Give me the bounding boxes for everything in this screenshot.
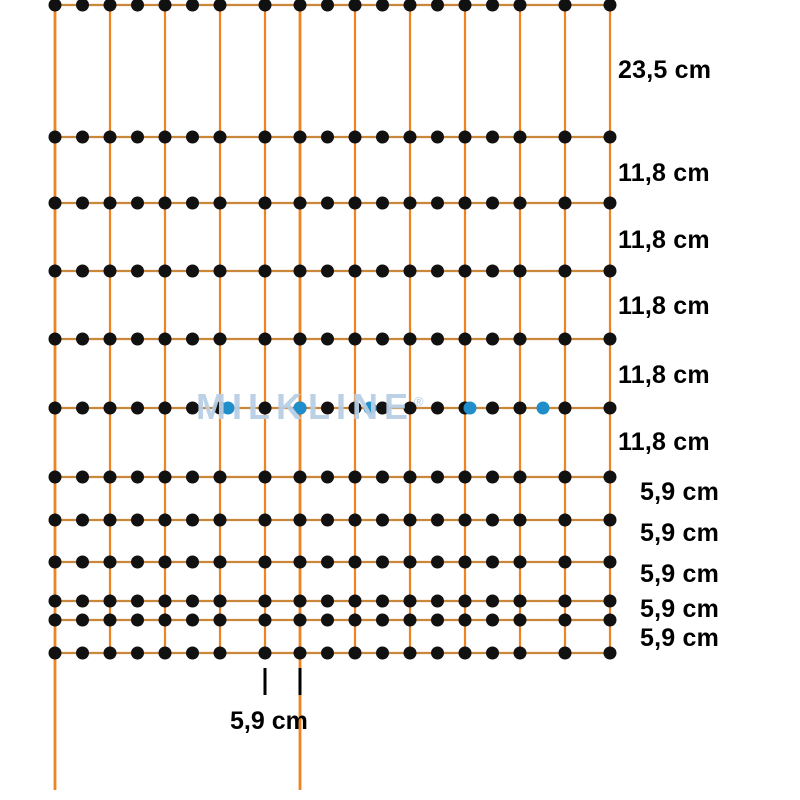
grid-node bbox=[131, 614, 144, 627]
grid-node bbox=[604, 402, 617, 415]
grid-node bbox=[559, 402, 572, 415]
grid-node bbox=[214, 333, 227, 346]
grid-node bbox=[459, 614, 472, 627]
grid-node bbox=[186, 265, 199, 278]
grid-node bbox=[321, 0, 334, 12]
grid-node bbox=[486, 197, 499, 210]
grid-node bbox=[76, 197, 89, 210]
grid-node bbox=[486, 595, 499, 608]
grid-node bbox=[294, 131, 307, 144]
grid-node bbox=[131, 647, 144, 660]
grid-node bbox=[349, 197, 362, 210]
grid-node bbox=[321, 402, 334, 415]
grid-node bbox=[131, 265, 144, 278]
grid-node bbox=[604, 556, 617, 569]
grid-node bbox=[514, 333, 527, 346]
grid-node bbox=[559, 471, 572, 484]
grid-node bbox=[431, 514, 444, 527]
grid-node bbox=[514, 595, 527, 608]
grid-node bbox=[559, 333, 572, 346]
grid-node bbox=[159, 514, 172, 527]
grid-node bbox=[321, 647, 334, 660]
grid-node bbox=[604, 333, 617, 346]
grid-node bbox=[376, 131, 389, 144]
grid-node bbox=[376, 265, 389, 278]
grid-node bbox=[131, 471, 144, 484]
grid-node bbox=[376, 595, 389, 608]
highlight-node bbox=[464, 402, 477, 415]
grid-node bbox=[131, 0, 144, 12]
grid-node bbox=[131, 402, 144, 415]
grid-node bbox=[459, 0, 472, 12]
grid-node bbox=[321, 514, 334, 527]
grid-node bbox=[604, 514, 617, 527]
grid-node bbox=[514, 471, 527, 484]
grid-node bbox=[604, 614, 617, 627]
grid-node bbox=[131, 197, 144, 210]
grid-node bbox=[294, 471, 307, 484]
grid-node bbox=[259, 131, 272, 144]
grid-node bbox=[459, 471, 472, 484]
grid-node bbox=[431, 333, 444, 346]
grid-node bbox=[186, 647, 199, 660]
grid-node bbox=[214, 514, 227, 527]
grid-node bbox=[214, 265, 227, 278]
grid-node bbox=[214, 197, 227, 210]
grid-node bbox=[294, 514, 307, 527]
grid-node bbox=[159, 647, 172, 660]
grid-node bbox=[404, 131, 417, 144]
grid-node bbox=[186, 0, 199, 12]
grid-node bbox=[559, 197, 572, 210]
grid-node bbox=[259, 647, 272, 660]
grid-node bbox=[49, 197, 62, 210]
grid-node bbox=[404, 402, 417, 415]
grid-node bbox=[514, 197, 527, 210]
grid-node bbox=[431, 265, 444, 278]
grid-node bbox=[104, 471, 117, 484]
grid-node bbox=[376, 402, 389, 415]
grid-node bbox=[349, 514, 362, 527]
grid-node bbox=[104, 131, 117, 144]
grid-node bbox=[349, 402, 362, 415]
grid-node bbox=[76, 595, 89, 608]
grid-node bbox=[104, 614, 117, 627]
grid-node bbox=[604, 0, 617, 12]
grid-node bbox=[486, 265, 499, 278]
grid-node bbox=[404, 595, 417, 608]
grid-node bbox=[131, 556, 144, 569]
grid-node bbox=[376, 333, 389, 346]
grid-node bbox=[104, 647, 117, 660]
grid-node bbox=[159, 556, 172, 569]
grid-node bbox=[259, 614, 272, 627]
row-spacing-label: 5,9 cm bbox=[640, 519, 720, 547]
grid-node bbox=[349, 471, 362, 484]
grid-node bbox=[431, 647, 444, 660]
row-spacing-label: 5,9 cm bbox=[640, 560, 720, 588]
grid-node bbox=[514, 647, 527, 660]
grid-node bbox=[186, 556, 199, 569]
row-spacing-label: 11,8 cm bbox=[618, 159, 710, 187]
grid-node bbox=[76, 647, 89, 660]
grid-node bbox=[486, 333, 499, 346]
grid-node bbox=[404, 514, 417, 527]
grid-node bbox=[131, 595, 144, 608]
grid-node bbox=[294, 595, 307, 608]
grid-node bbox=[131, 333, 144, 346]
grid-node bbox=[259, 0, 272, 12]
grid-node bbox=[559, 647, 572, 660]
grid-node bbox=[186, 595, 199, 608]
row-spacing-label: 23,5 cm bbox=[618, 56, 712, 84]
grid-node bbox=[514, 514, 527, 527]
grid-node bbox=[76, 402, 89, 415]
grid-node bbox=[604, 197, 617, 210]
grid-node bbox=[559, 614, 572, 627]
grid-node bbox=[49, 471, 62, 484]
watermark-text: MILKLINE bbox=[196, 386, 414, 427]
grid-node bbox=[294, 265, 307, 278]
highlight-node bbox=[537, 402, 550, 415]
grid-node bbox=[404, 333, 417, 346]
grid-node bbox=[76, 514, 89, 527]
grid-node bbox=[321, 471, 334, 484]
grid-node bbox=[459, 333, 472, 346]
row-spacing-label: 11,8 cm bbox=[618, 428, 710, 456]
grid-node bbox=[486, 402, 499, 415]
grid-node bbox=[604, 595, 617, 608]
grid-node bbox=[321, 556, 334, 569]
grid-node bbox=[159, 471, 172, 484]
grid-node bbox=[514, 0, 527, 12]
grid-node bbox=[104, 197, 117, 210]
grid-node bbox=[259, 265, 272, 278]
grid-node bbox=[214, 595, 227, 608]
grid-node bbox=[514, 556, 527, 569]
grid-node bbox=[321, 614, 334, 627]
grid-node bbox=[214, 556, 227, 569]
grid-node bbox=[321, 265, 334, 278]
grid-node bbox=[376, 556, 389, 569]
grid-node bbox=[186, 131, 199, 144]
grid-node bbox=[486, 614, 499, 627]
grid-node bbox=[459, 556, 472, 569]
grid-node bbox=[259, 197, 272, 210]
grid-node bbox=[259, 595, 272, 608]
grid-node bbox=[321, 595, 334, 608]
grid-node bbox=[514, 614, 527, 627]
grid-node bbox=[294, 333, 307, 346]
grid-node bbox=[294, 614, 307, 627]
row-spacing-label: 5,9 cm bbox=[640, 595, 720, 623]
grid-node bbox=[294, 0, 307, 12]
grid-node bbox=[49, 265, 62, 278]
grid-node bbox=[159, 265, 172, 278]
grid-node bbox=[294, 197, 307, 210]
grid-node bbox=[559, 131, 572, 144]
grid-node bbox=[214, 0, 227, 12]
grid-node bbox=[404, 471, 417, 484]
grid-node bbox=[49, 647, 62, 660]
highlight-node bbox=[294, 402, 307, 415]
grid-node bbox=[486, 647, 499, 660]
grid-node bbox=[376, 514, 389, 527]
grid-node bbox=[49, 0, 62, 12]
grid-node bbox=[604, 131, 617, 144]
grid-node bbox=[459, 514, 472, 527]
grid-node bbox=[559, 265, 572, 278]
grid-node bbox=[404, 647, 417, 660]
grid-node bbox=[104, 556, 117, 569]
grid-node bbox=[49, 514, 62, 527]
grid-node bbox=[431, 131, 444, 144]
grid-node bbox=[514, 131, 527, 144]
grid-node bbox=[376, 647, 389, 660]
grid-node bbox=[159, 131, 172, 144]
grid-node bbox=[431, 471, 444, 484]
grid-node bbox=[349, 333, 362, 346]
grid-node bbox=[214, 614, 227, 627]
grid-node bbox=[159, 333, 172, 346]
grid-node bbox=[349, 595, 362, 608]
grid-node bbox=[376, 471, 389, 484]
grid-node bbox=[604, 647, 617, 660]
grid-node bbox=[459, 595, 472, 608]
grid-node bbox=[321, 197, 334, 210]
grid-node bbox=[404, 614, 417, 627]
grid-node bbox=[49, 131, 62, 144]
grid-node bbox=[514, 402, 527, 415]
grid-node bbox=[559, 556, 572, 569]
grid-node bbox=[214, 647, 227, 660]
grid-node bbox=[404, 0, 417, 12]
grid-node bbox=[376, 0, 389, 12]
grid-node bbox=[104, 402, 117, 415]
grid-node bbox=[159, 595, 172, 608]
grid-node bbox=[186, 402, 199, 415]
grid-node bbox=[186, 471, 199, 484]
grid-node bbox=[259, 471, 272, 484]
row-spacing-label: 11,8 cm bbox=[618, 226, 710, 254]
grid-node bbox=[459, 647, 472, 660]
grid-node bbox=[76, 556, 89, 569]
grid-node bbox=[186, 514, 199, 527]
watermark-registered-icon: ® bbox=[413, 394, 424, 409]
grid-node bbox=[159, 197, 172, 210]
grid-node bbox=[559, 595, 572, 608]
row-spacing-label: 11,8 cm bbox=[618, 361, 710, 389]
grid-node bbox=[214, 131, 227, 144]
grid-node bbox=[459, 131, 472, 144]
grid-node bbox=[376, 197, 389, 210]
grid-node bbox=[159, 402, 172, 415]
grid-node bbox=[259, 514, 272, 527]
grid-node bbox=[404, 556, 417, 569]
grid-node bbox=[349, 131, 362, 144]
grid-node bbox=[431, 556, 444, 569]
row-spacing-label: 5,9 cm bbox=[640, 624, 720, 652]
grid-node bbox=[559, 0, 572, 12]
grid-node bbox=[76, 333, 89, 346]
row-spacing-label: 5,9 cm bbox=[640, 478, 720, 506]
grid-node bbox=[294, 556, 307, 569]
grid-node bbox=[486, 556, 499, 569]
grid-node bbox=[104, 0, 117, 12]
grid-node bbox=[486, 471, 499, 484]
grid-node bbox=[431, 402, 444, 415]
grid-node bbox=[259, 333, 272, 346]
grid-node bbox=[431, 197, 444, 210]
grid-node bbox=[49, 595, 62, 608]
grid-node bbox=[186, 333, 199, 346]
row-spacing-label: 11,8 cm bbox=[618, 292, 710, 320]
grid-node bbox=[604, 471, 617, 484]
grid-node bbox=[604, 265, 617, 278]
grid-node bbox=[131, 131, 144, 144]
grid-node bbox=[514, 265, 527, 278]
grid-node bbox=[159, 0, 172, 12]
grid-node bbox=[294, 647, 307, 660]
column-spacing-label: 5,9 cm bbox=[230, 707, 308, 735]
grid-node bbox=[559, 514, 572, 527]
grid-node bbox=[349, 556, 362, 569]
grid-node bbox=[76, 614, 89, 627]
grid-node bbox=[131, 514, 144, 527]
grid-node bbox=[321, 333, 334, 346]
grid-node bbox=[104, 333, 117, 346]
grid-node bbox=[76, 471, 89, 484]
grid-node bbox=[431, 614, 444, 627]
highlight-node bbox=[364, 402, 377, 415]
grid-node bbox=[186, 614, 199, 627]
grid-node bbox=[486, 514, 499, 527]
grid-node bbox=[486, 131, 499, 144]
grid-node bbox=[404, 265, 417, 278]
grid-node bbox=[376, 614, 389, 627]
grid-node bbox=[349, 265, 362, 278]
grid-node bbox=[486, 0, 499, 12]
grid-node bbox=[259, 402, 272, 415]
grid-node bbox=[349, 614, 362, 627]
grid-node bbox=[49, 402, 62, 415]
grid-node bbox=[459, 265, 472, 278]
grid-node bbox=[104, 514, 117, 527]
grid-node bbox=[104, 595, 117, 608]
grid-node bbox=[104, 265, 117, 278]
grid-node bbox=[214, 471, 227, 484]
grid-node bbox=[186, 197, 199, 210]
grid-node bbox=[76, 131, 89, 144]
grid-node bbox=[259, 556, 272, 569]
grid-node bbox=[349, 647, 362, 660]
grid-node bbox=[349, 0, 362, 12]
grid-node bbox=[49, 556, 62, 569]
grid-node bbox=[404, 197, 417, 210]
grid-node bbox=[76, 265, 89, 278]
grid-node bbox=[431, 595, 444, 608]
grid-node bbox=[49, 614, 62, 627]
grid-node bbox=[321, 131, 334, 144]
grid-node bbox=[76, 0, 89, 12]
highlight-node bbox=[222, 402, 235, 415]
grid-node bbox=[49, 333, 62, 346]
grid-node bbox=[431, 0, 444, 12]
grid-node bbox=[159, 614, 172, 627]
grid-node bbox=[459, 197, 472, 210]
